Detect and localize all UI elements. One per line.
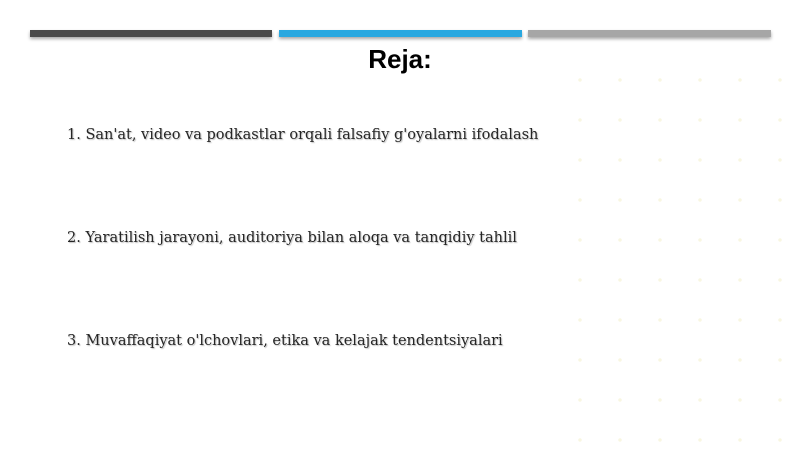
header-bar-blue [279, 30, 522, 37]
header-bar-dark [30, 30, 272, 37]
background-dot-pattern [560, 60, 800, 449]
slide-title: Reja: [368, 44, 432, 74]
agenda-item-1: 1. San'at, video va podkastlar orqali falsafiy g'oyalarni ifodalash [67, 127, 539, 143]
agenda-item-3: 3. Muvaffaqiyat o'lchovlari, etika va kelajak tendentsiyalari [67, 333, 503, 349]
agenda-item-2: 2. Yaratilish jarayoni, auditoriya bilan aloqa va tanqidiy tahlil [67, 230, 517, 246]
header-bar-gray [528, 30, 771, 37]
